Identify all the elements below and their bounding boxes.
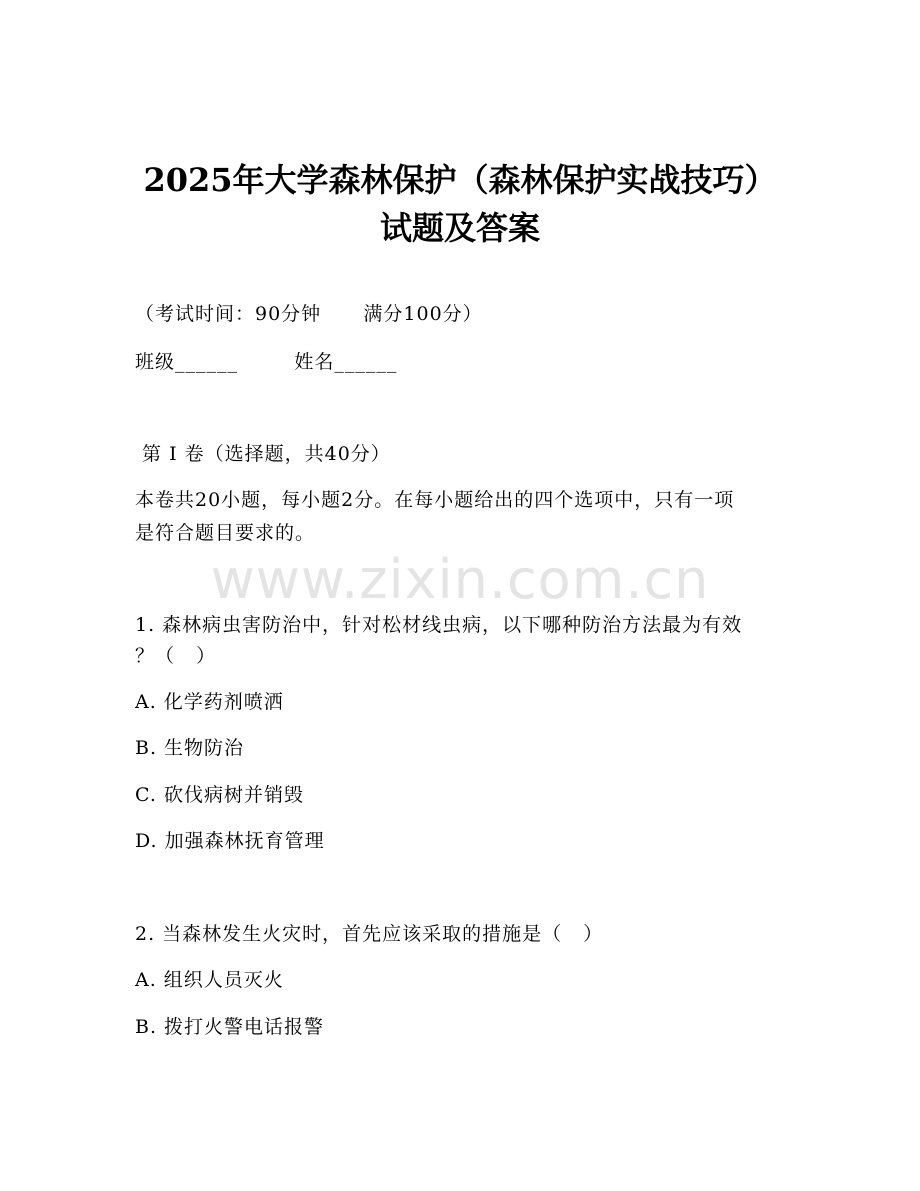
question-1-option-b: B. 生物防治	[135, 737, 245, 759]
question-1-stem-line1: 1. 森林病虫害防治中，针对松材线虫病，以下哪种防治方法最为有效	[135, 614, 743, 636]
question-2-stem-line1: 2. 当森林发生火灾时，首先应该采取的措施是（ ）	[135, 923, 604, 945]
instructions-line1: 本卷共20小题，每小题2分。在每小题给出的四个选项中，只有一项	[135, 489, 735, 511]
section-heading: 第 I 卷（选择题，共40分）	[135, 443, 391, 465]
student-fields: 班级______ 姓名______	[135, 351, 398, 373]
question-2-option-a: A. 组织人员灭火	[135, 969, 284, 991]
question-1-option-c: C. 砍伐病树并销毁	[135, 784, 304, 806]
document-title-line2: 试题及答案	[379, 209, 540, 247]
question-1-option-d: D. 加强森林抚育管理	[135, 830, 325, 852]
instructions-line2: 是符合题目要求的。	[135, 522, 316, 544]
question-1-stem-line2: ？（ ）	[135, 645, 217, 667]
question-2-option-b: B. 拨打火警电话报警	[135, 1016, 325, 1038]
document-title-line1: 2025年大学森林保护（森林保护实战技巧）	[143, 161, 777, 199]
watermark: www.zixin.com.cn	[210, 548, 710, 611]
question-1-option-a: A. 化学药剂喷洒	[135, 691, 284, 713]
exam-info: （考试时间：90分钟 满分100分）	[135, 303, 483, 325]
